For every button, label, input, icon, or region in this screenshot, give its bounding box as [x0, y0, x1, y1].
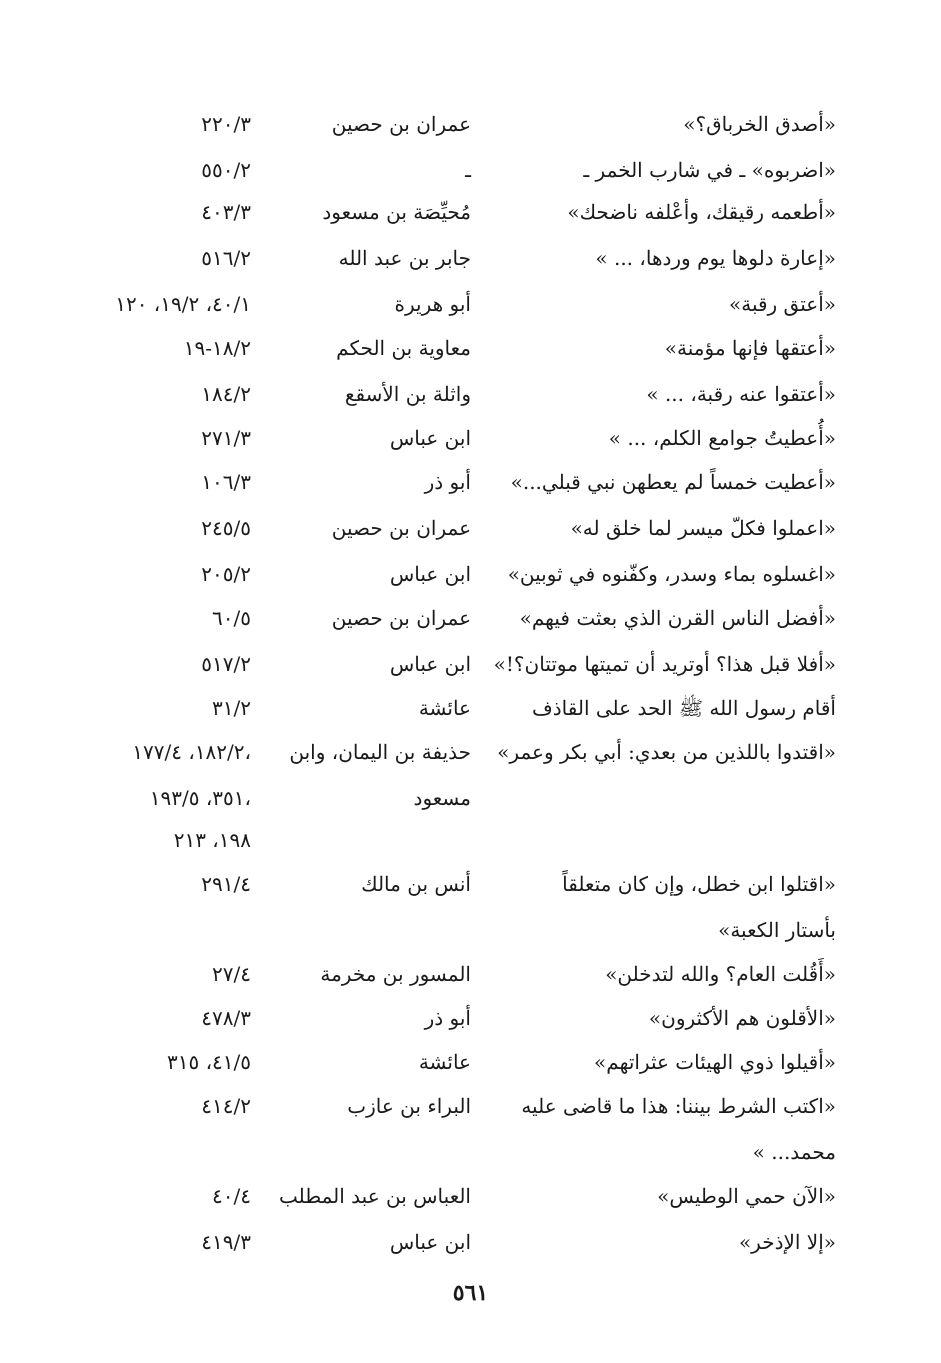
- narrator-name: عائشة: [418, 1050, 471, 1074]
- reference: ٤٧٨/٣: [201, 1006, 251, 1030]
- narrator-name: ابن عباس: [389, 426, 471, 450]
- hadith-text: «اغسلوه بماء وسدر، وكفّنوه في ثوبين»: [507, 562, 836, 586]
- hadith-text: «أعتق رقبة»: [728, 292, 836, 316]
- hadith-text: «أفلا قبل هذا؟ أوتريد أن تميتها موتتان؟!»: [493, 652, 836, 676]
- hadith-text: «اعملوا فكلّ ميسر لما خلق له»: [570, 516, 836, 540]
- hadith-text: «أُعطيتُ جوامع الكلم، ... »: [608, 426, 836, 450]
- reference: ٥٥٠/٢: [201, 158, 251, 182]
- hadith-text: «إلا الإذخر»: [738, 1230, 836, 1254]
- narrator-name: ابن عباس: [389, 562, 471, 586]
- hadith-text: «أفضل الناس القرن الذي بعثت فيهم»: [519, 606, 836, 630]
- reference: ٤١٩/٣: [201, 1230, 251, 1254]
- reference: ٥١٦/٢: [201, 246, 251, 270]
- narrator-name: حذيفة بن اليمان، وابن: [289, 740, 471, 764]
- hadith-text: «أصدق الخرباق؟»: [683, 112, 836, 136]
- narrator-name: المسور بن مخرمة: [320, 962, 471, 986]
- reference: ٤١/٥، ٣١٥: [166, 1050, 251, 1074]
- hadith-text: «الآن حمي الوطيس»: [657, 1184, 836, 1208]
- reference: ١٠٦/٣: [201, 470, 251, 494]
- hadith-text: «اقتلوا ابن خطل، وإن كان متعلقاً: [562, 872, 836, 896]
- hadith-text: «أقيلوا ذوي الهيئات عثراتهم»: [594, 1050, 836, 1074]
- reference: ١٩٨، ٢١٣: [173, 828, 251, 852]
- narrator-name: عمران بن حصين: [331, 112, 471, 136]
- hadith-text: «اقتدوا باللذين من بعدي: أبي بكر وعمر»: [497, 740, 836, 764]
- narrator-name: عمران بن حصين: [331, 606, 471, 630]
- hadith-text: «إعارة دلوها يوم وردها، ... »: [595, 246, 836, 270]
- hadith-text: «اكتب الشرط بيننا: هذا ما قاضى عليه: [521, 1094, 836, 1118]
- reference: ٣٥١، ١٩٣/٥،: [149, 786, 251, 810]
- narrator-name: العباس بن عبد المطلب: [278, 1184, 471, 1208]
- hadith-text: أقام رسول الله ﷺ الحد على القاذف: [532, 696, 836, 720]
- narrator-name: أبو هريرة: [394, 292, 471, 316]
- hadith-text: محمد... »: [752, 1140, 836, 1164]
- reference: ٦٠/٥: [212, 606, 251, 630]
- narrator-name: عمران بن حصين: [331, 516, 471, 540]
- hadith-text: «اضربوه» ـ في شارب الخمر ـ: [583, 158, 836, 182]
- narrator-name: مسعود: [413, 786, 471, 810]
- narrator-name: عائشة: [418, 696, 471, 720]
- reference: ٤٠/٤: [212, 1184, 251, 1208]
- hadith-text: «أطعمه رقيقك، وأعْلفه ناضحك»: [567, 200, 836, 224]
- reference: ٤٠/١، ١٩/٢، ١٢٠: [115, 292, 251, 316]
- reference: ٢٤٥/٥: [201, 516, 251, 540]
- reference: ٢٧١/٣: [201, 426, 251, 450]
- reference: ٣١/٢: [212, 696, 251, 720]
- hadith-text: «أعطيت خمساً لم يعطهن نبي قبلي...»: [510, 470, 836, 494]
- narrator-name: جابر بن عبد الله: [338, 246, 471, 270]
- narrator-name: البراء بن عازب: [347, 1094, 471, 1118]
- hadith-text: «أعتقوا عنه رقبة، ... »: [646, 382, 836, 406]
- reference: ٥١٧/٢: [201, 652, 251, 676]
- page-number: ٥٦١: [452, 1280, 489, 1306]
- reference: ٢٧/٤: [212, 962, 251, 986]
- narrator-name: ابن عباس: [389, 1230, 471, 1254]
- narrator-name: ابن عباس: [389, 652, 471, 676]
- reference: ٢٠٥/٢: [201, 562, 251, 586]
- hadith-text: «الأقلون هم الأكثرون»: [648, 1006, 836, 1030]
- reference: ١٨٤/٢: [201, 382, 251, 406]
- narrator-name: مُحيِّصَة بن مسعود: [322, 200, 471, 224]
- narrator-name: أبو ذر: [424, 470, 471, 494]
- reference: ٤١٤/٢: [201, 1094, 251, 1118]
- reference: ٢٩١/٤: [201, 872, 251, 896]
- narrator-name: معاوية بن الحكم: [336, 336, 471, 360]
- hadith-text: «أعتقها فإنها مؤمنة»: [664, 336, 836, 360]
- hadith-text: بأستار الكعبة»: [718, 918, 836, 942]
- narrator-name: أبو ذر: [424, 1006, 471, 1030]
- narrator-name: واثلة بن الأسقع: [344, 382, 471, 406]
- hadith-text: «أَقُلت العام؟ والله لتدخلن»: [605, 962, 836, 986]
- narrator-name: ـ: [465, 158, 471, 182]
- narrator-name: أنس بن مالك: [361, 872, 471, 896]
- reference: ١٨/٢-١٩: [183, 336, 251, 360]
- reference: ٤٠٣/٣: [201, 200, 251, 224]
- reference: ١٨٢/٢، ١٧٧/٤،: [132, 740, 251, 764]
- reference: ٢٢٠/٣: [201, 112, 251, 136]
